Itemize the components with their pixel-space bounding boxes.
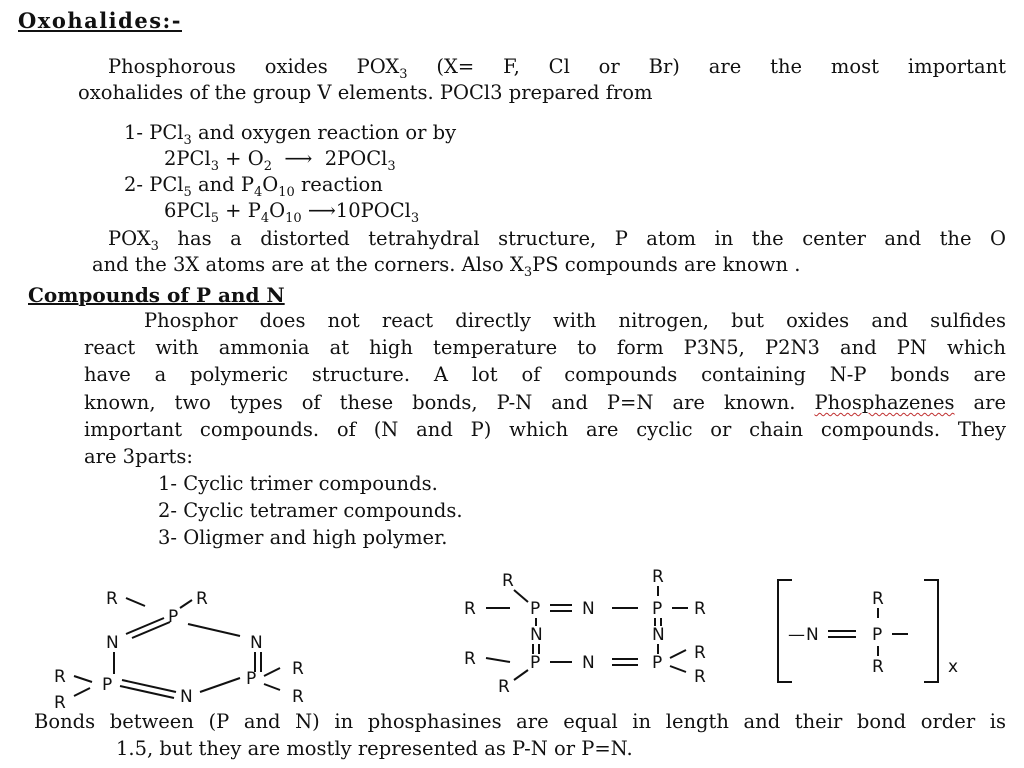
trimer-atom-p: P (246, 669, 257, 689)
oxo-paragraph-line: and the 3X atoms are at the corners. Also $X_3PS$ compounds are known . (92, 253, 801, 280)
tetramer-atom-p: P (530, 599, 541, 619)
trimer-atom-r: R (292, 687, 304, 707)
trimer-atom-n: N (250, 633, 263, 653)
oxo-list-item: 2- PCl$_5$ and $P_4O_{10}$ reaction (124, 173, 383, 200)
polymer-atom-n: N (806, 625, 819, 645)
pn-paragraph-line: Phosphor does not react directly with nitrogen, but oxides and sulfides (144, 309, 1006, 332)
tetramer-atom-p: P (652, 599, 663, 619)
oxo-paragraph-line: oxohalides of the group V elements. POCl3 prepared from (78, 81, 653, 104)
polymer-chain-structure (774, 572, 974, 692)
oxo-equation: $6PCl_5 + P_4O_{10}$ ⟶10POCl$_3$ (164, 199, 420, 226)
section-heading-oxohalides: Oxohalides:- (18, 8, 182, 33)
tetramer-atom-r: R (502, 571, 514, 591)
oxo-equation: $2PCl_3 + O_2$ ⟶ 2POCl$_3$ (164, 147, 396, 174)
tetramer-atom-n: N (530, 625, 543, 645)
pn-paragraph-line: react with ammonia at high temperature to form P3N5, P2N3 and PN which (84, 336, 1006, 359)
pn-list-item: 1- Cyclic trimer compounds. (158, 472, 438, 495)
cyclic-tetramer-structure (462, 566, 752, 706)
pn-paragraph-line: have a polymeric structure. A lot of compounds containing N-P bonds are (84, 363, 1006, 386)
trimer-atom-r: R (54, 693, 66, 713)
pn-paragraph-line: important compounds. of (N and P) which are cyclic or chain compounds. They (84, 418, 1006, 441)
tetramer-atom-p: P (530, 653, 541, 673)
polymer-atom-p: P (872, 625, 883, 645)
tetramer-atom-n: N (652, 625, 665, 645)
trimer-atom-r: R (106, 589, 118, 609)
tetramer-atom-n: N (582, 599, 595, 619)
pn-paragraph-line: are 3parts: (84, 445, 193, 468)
tetramer-atom-r: R (694, 599, 706, 619)
oxo-list-item: 1- PCl$_3$ and oxygen reaction or by (124, 121, 457, 148)
oxo-paragraph-line: Phosphorous oxides $POX_3$ (X= F, Cl or Br) are the most important (108, 55, 1006, 82)
polymer-atom-r: R (872, 657, 884, 677)
trimer-atom-r: R (292, 659, 304, 679)
oxo-paragraph-line: $POX_3$ has a distorted tetrahydral structure, P atom in the center and the O (108, 227, 1006, 254)
section-heading-compounds: Compounds of P and N (28, 283, 285, 307)
polymer-repeat-x: x (948, 657, 959, 677)
trimer-atom-p: P (102, 675, 113, 695)
trimer-atom-r: R (196, 589, 208, 609)
tetramer-atom-p: P (652, 653, 663, 673)
tetramer-atom-r: R (464, 599, 476, 619)
pn-list-item: 3- Oligmer and high polymer. (158, 526, 448, 549)
closing-text-line: Bonds between (P and N) in phosphasines are equal in length and their bond order is (34, 710, 1006, 733)
trimer-atom-n: N (106, 633, 119, 653)
pn-list-item: 2- Cyclic tetramer compounds. (158, 499, 463, 522)
polymer-atom-r: R (872, 589, 884, 609)
tetramer-atom-r: R (652, 567, 664, 587)
trimer-atom-n: N (180, 687, 193, 707)
tetramer-atom-r: R (694, 643, 706, 663)
tetramer-atom-r: R (694, 667, 706, 687)
pn-paragraph-line: known, two types of these bonds, P-N and P=N are known. Phosphazenes are (84, 391, 1006, 414)
closing-text-line: 1.5, but they are mostly represented as P-N or P=N. (116, 737, 633, 760)
tetramer-atom-n: N (582, 653, 595, 673)
polymer-bond: — (788, 625, 805, 645)
trimer-atom-r: R (54, 667, 66, 687)
trimer-atom-p: P (168, 607, 179, 627)
cyclic-trimer-structure (40, 572, 360, 712)
tetramer-atom-r: R (464, 649, 476, 669)
tetramer-atom-r: R (498, 677, 510, 697)
